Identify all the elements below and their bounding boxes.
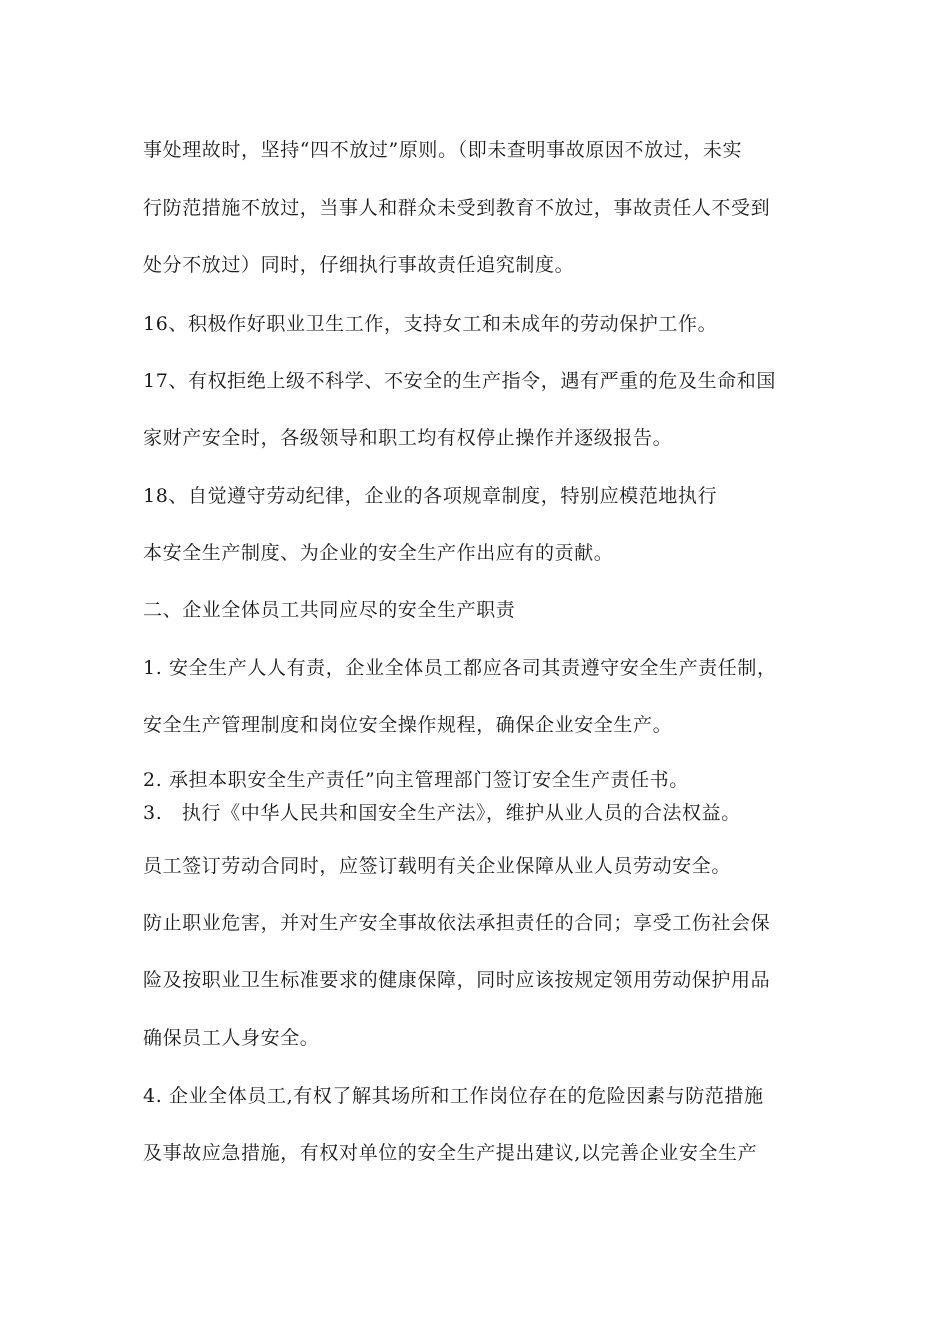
text-line: 2. 承担本职安全生产责任”向主管理部门签订安全生产责任书。 [143,769,689,791]
text-line: 处分不放过）同时，仔细执行事故责任追究制度。 [143,254,575,276]
text-line: 防止职业危害，并对生产安全事故依法承担责任的合同；享受工伤社会保 [143,912,771,934]
text-line: 员工签订劳动合同时，应签订载明有关企业保障从业人员劳动安全。 [143,855,732,877]
text-line: 17、有权拒绝上级不科学、不安全的生产指令，遇有严重的危及生命和国 [143,370,776,392]
text-line: 险及按职业卫生标准要求的健康保障，同时应该按规定领用劳动保护用品 [143,969,771,991]
text-line: 18、自觉遵守劳动纪律，企业的各项规章制度，特别应模范地执行 [143,485,718,507]
text-line: 4. 企业全体员工,有权了解其场所和工作岗位存在的危险因素与防范措施 [143,1085,764,1107]
text-line: 安全生产管理制度和岗位安全操作规程，确保企业安全生产。 [143,714,673,736]
text-line: 及事故应急措施，有权对单位的安全生产提出建议,以完善企业安全生产 [143,1142,758,1164]
text-line: 行防范措施不放过，当事人和群众未受到教育不放过，事故责任人不受到 [143,197,771,219]
section-heading: 二、企业全体员工共同应尽的安全生产职责 [143,599,516,621]
text-line: 本安全生产制度、为企业的安全生产作出应有的贡献。 [143,542,614,564]
text-line: 3. 执行《中华人民共和国安全生产法》，维护从业人员的合法权益。 [143,802,741,824]
text-line: 确保员工人身安全。 [143,1027,320,1049]
text-line: 家财产安全时，各级领导和职工均有权停止操作并逐级报告。 [143,427,673,449]
text-line: 1. 安全生产人人有责，企业全体员工都应各司其责遵守安全生产责任制， [143,657,777,679]
text-line: 16、积极作好职业卫生工作，支持女工和未成年的劳动保护工作。 [143,313,718,335]
text-line: 事处理故时，坚持“四不放过”原则。（即未查明事故原因不放过，未实 [143,139,743,161]
